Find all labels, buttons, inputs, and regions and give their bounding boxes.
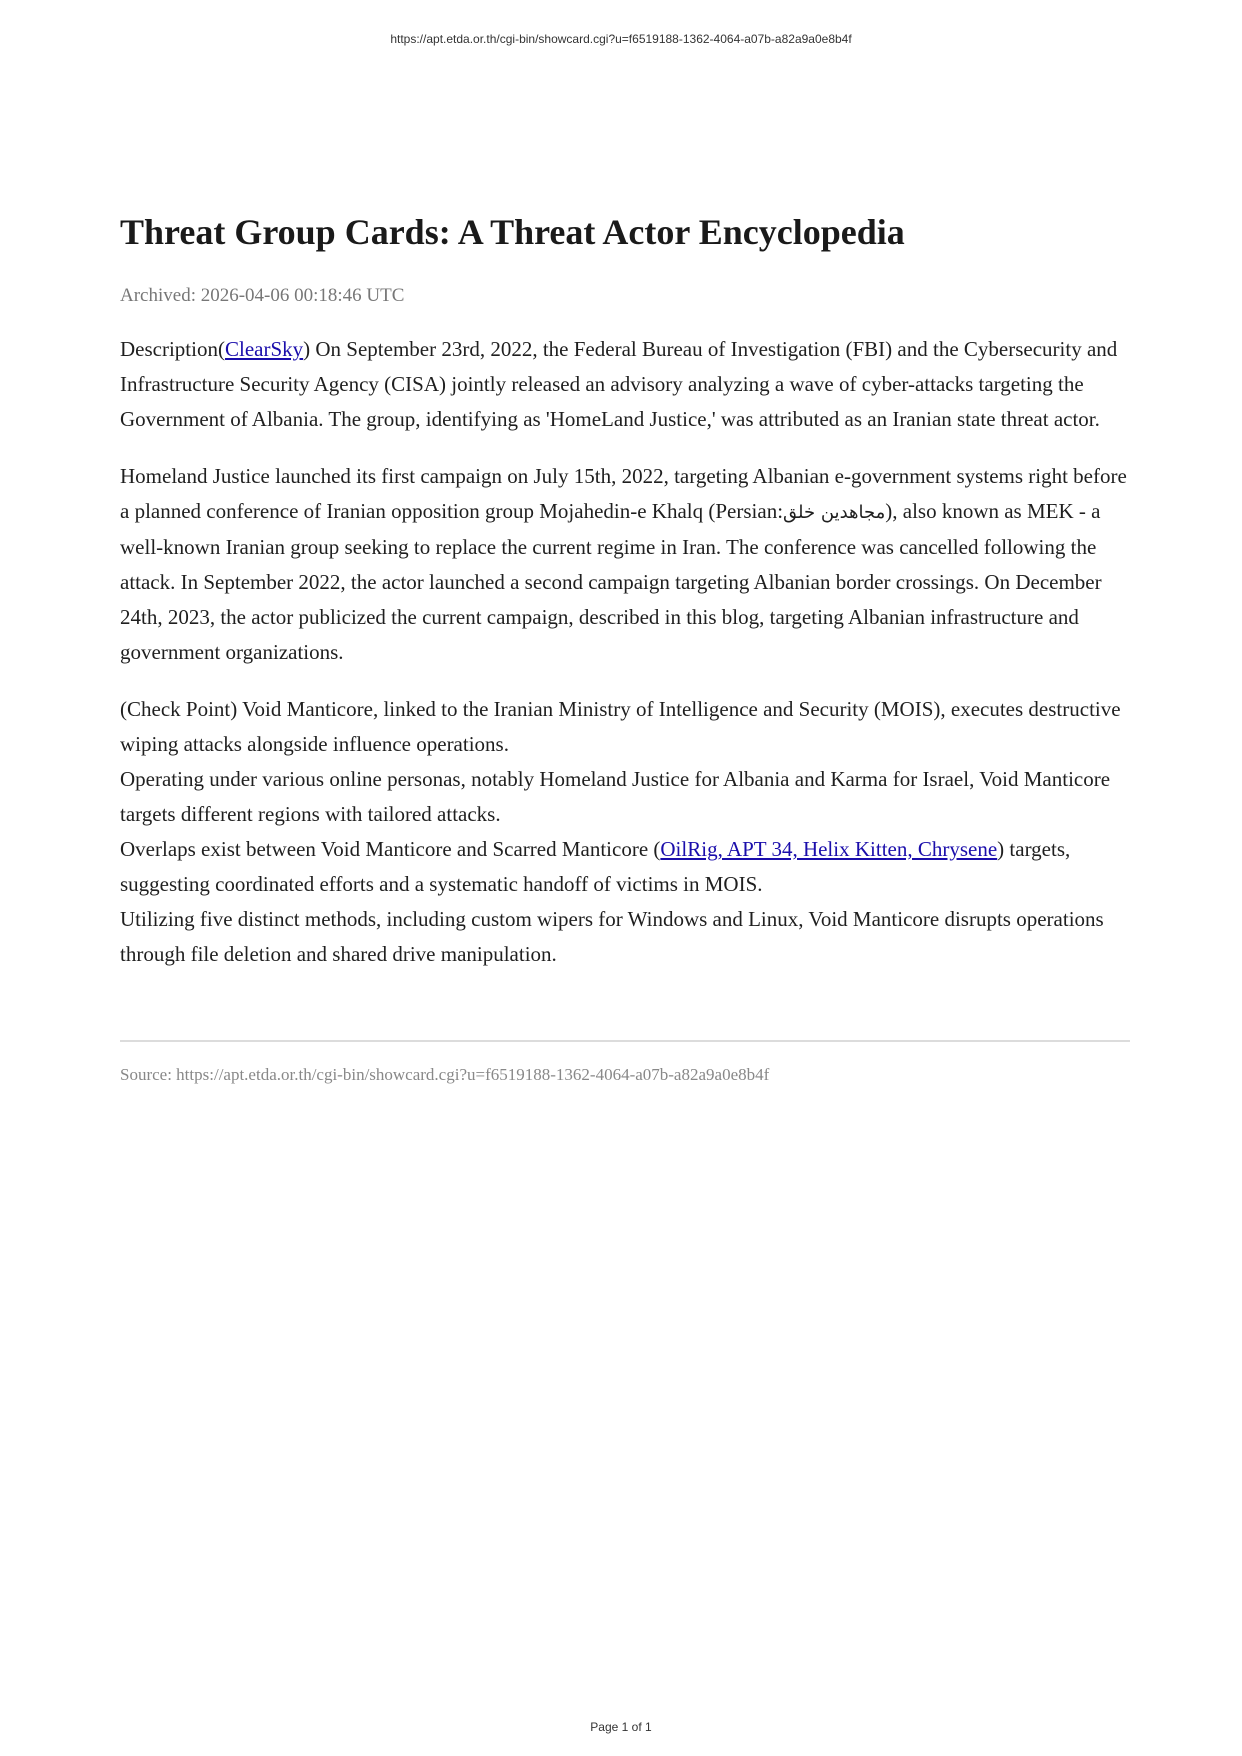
header-url: https://apt.etda.or.th/cgi-bin/showcard.cgi?u=f6519188-1362-4064-a07b-a82a9a0e8b4f xyxy=(390,32,852,46)
campaign-text-after: ), also known as MEK - a well-known Iranian group seeking to replace the current regime in Iran. The conference was cancelled following the attack. In September 2022, the actor launched a second campaign targeting Albanian border crossings. On December 24th, 2023, the actor publicized the current campaign, described in this blog, targeting Albanian infrastructure and government organizations. xyxy=(120,499,1102,664)
checkpoint-line-3 xyxy=(120,832,1130,902)
page-title: Threat Group Cards: A Threat Actor Encyclopedia xyxy=(120,212,905,252)
description-prefix: Description( xyxy=(120,337,225,361)
checkpoint-line-2: Operating under various online personas, notably Homeland Justice for Albania and Karma for Israel, Void Manticore targets different regions with tailored attacks. xyxy=(120,767,1111,826)
campaign-paragraph xyxy=(120,459,1130,670)
description-text: ) On September 23rd, 2022, the Federal Bureau of Investigation (FBI) and the Cybersecurity and Infrastructure Security Agency (CISA) jointly released an advisory analyzing a wave of cyber-attacks targeting the Government of Albania. The group, identifying as 'HomeLand Justice,' was attributed as an Iranian state threat actor. xyxy=(120,337,1118,431)
source-url: Source: https://apt.etda.or.th/cgi-bin/showcard.cgi?u=f6519188-1362-4064-a07b-a82a9a0e8b4f xyxy=(120,1065,770,1084)
description-paragraph xyxy=(120,332,1130,437)
persian-name: مجاهدین خلق xyxy=(783,502,886,523)
oilrig-link[interactable]: OilRig, APT 34, Helix Kitten, Chrysene xyxy=(660,837,998,861)
page-number: Page 1 of 1 xyxy=(590,1720,652,1734)
checkpoint-line-4: Utilizing five distinct methods, including custom wipers for Windows and Linux, Void Manticore disrupts operations through file deletion and shared drive manipulation. xyxy=(120,907,1104,966)
checkpoint-paragraph xyxy=(120,692,1130,972)
divider xyxy=(120,1040,1130,1042)
article xyxy=(120,210,1130,1086)
campaign-text-before: Homeland Justice launched its first campaign on July 15th, 2022, targeting Albanian e-government systems right before a planned conference of Iranian opposition group Mojahedin-e Khalq (Persian: xyxy=(120,464,1127,523)
archived-timestamp: Archived: 2026-04-06 00:18:46 UTC xyxy=(120,285,405,306)
checkpoint-line-1: (Check Point) Void Manticore, linked to the Iranian Ministry of Intelligence and Security (MOIS), executes destructive wiping attacks alongside influence operations. xyxy=(120,697,1121,756)
overlap-text-before: Overlaps exist between Void Manticore and Scarred Manticore ( xyxy=(120,837,661,861)
clearsky-link[interactable]: ClearSky xyxy=(224,337,304,361)
overlap-text-after: ) targets, suggesting coordinated efforts and a systematic handoff of victims in MOIS. xyxy=(120,837,1071,896)
